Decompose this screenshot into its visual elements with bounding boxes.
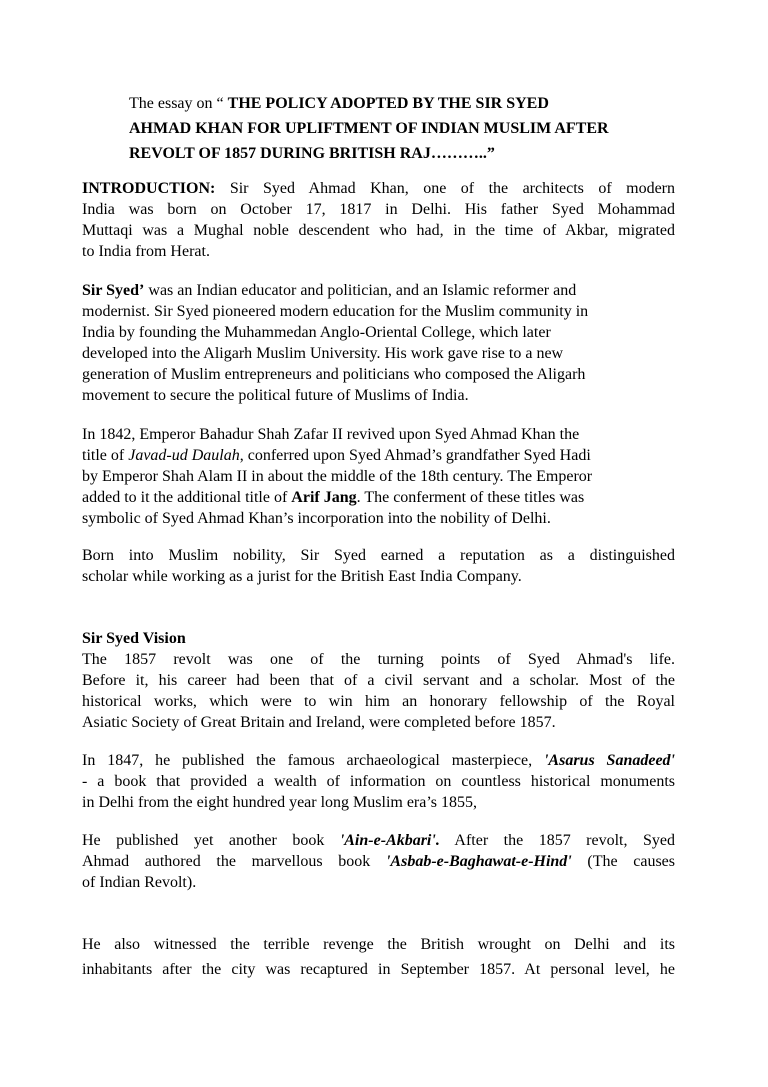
title-line-3: REVOLT OF 1857 DURING BRITISH RAJ………..”	[129, 145, 495, 162]
nobility-paragraph: Born into Muslim nobility, Sir Syed earned a reputation as a distinguished scholar while working as a jurist for the British East India Company.	[82, 547, 675, 585]
revenge-paragraph: He also witnessed the terrible revenge the British wrought on Delhi and its inhabitants after the city was recaptured in September 1857. At personal level, he	[82, 936, 675, 978]
title-line-1: The essay on “ THE POLICY ADOPTED BY THE SIR SYED	[129, 95, 549, 112]
introduction-label: INTRODUCTION:	[82, 180, 216, 197]
vision-section: Sir Syed Vision The 1857 revolt was one of the turning points of Syed Ahmad's life. Before it, his career had been that of a civil servant and a scholar. Most of the historical works, which were to win him an honorary fellowship of the Royal Asiatic Society of Great Britain and Ireland, were completed before 1857.	[82, 630, 675, 731]
books-paragraph: He published yet another book 'Ain-e-Akbari'. After the 1857 revolt, Syed Ahmad authored the marvellous book 'Asbab-e-Baghawat-e-Hind' (The causes of Indian Revolt).	[82, 832, 676, 891]
introduction-paragraph: INTRODUCTION: Sir Syed Ahmad Khan, one of the architects of modern India was born on October 17, 1817 in Delhi. His father Syed Mohammad Muttaqi was a Mughal noble descendent who had, in the time of Akbar, migrated to India from Herat.	[82, 180, 675, 260]
title-line-2: AHMAD KHAN FOR UPLIFTMENT OF INDIAN MUSLIM AFTER	[129, 120, 609, 137]
asarus-paragraph: In 1847, he published the famous archaeological masterpiece, 'Asarus Sanadeed' - a book that provided a wealth of information on countless historical monuments in Delhi from the eight hundred year long Muslim era’s 1855,	[82, 752, 676, 811]
biography-paragraph: Sir Syed’ was an Indian educator and politician, and an Islamic reformer and modernist. Sir Syed pioneered modern education for the Muslim community in India by founding the Muhammedan Anglo-Oriental College, which later developed into the Aligarh Muslim University. His work gave rise to a new generation of Muslim entrepreneurs and politicians who composed the Aligarh movement to secure the political future of Muslims of India.	[82, 282, 589, 404]
vision-heading: Sir Syed Vision	[82, 630, 186, 647]
titles-paragraph: In 1842, Emperor Bahadur Shah Zafar II revived upon Syed Ahmad Khan the title of Javad-ud Daulah, conferred upon Syed Ahmad’s grandfather Syed Hadi by Emperor Shah Alam II in about the middle of the 18th century. The Emperor added to it the additional title of Arif Jang. The conferment of these titles was symbolic of Syed Ahmad Khan’s incorporation into the nobility of Delhi.	[82, 426, 593, 527]
essay-title	[129, 91, 689, 166]
sir-syed-label: Sir Syed’	[82, 282, 145, 299]
